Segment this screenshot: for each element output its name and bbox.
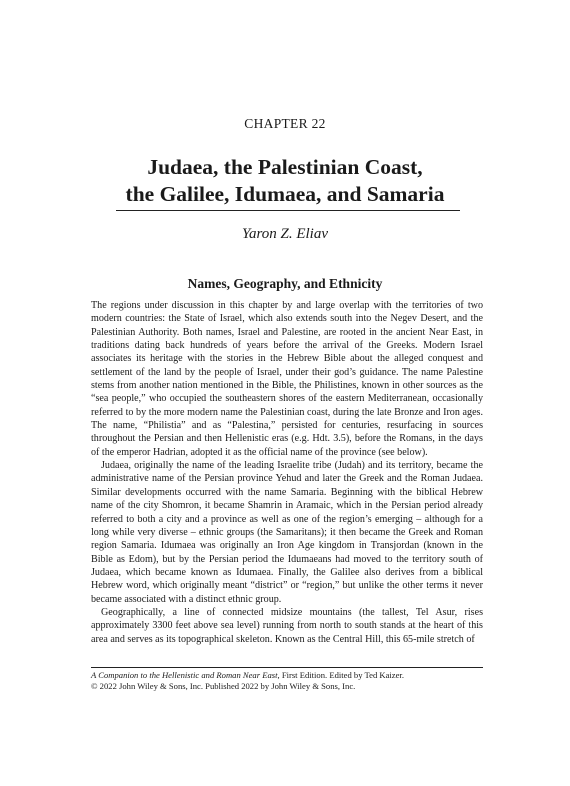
book-title: A Companion to the Hellenistic and Roman Near East [91,670,278,680]
footer-citation [91,670,483,681]
copyright-line: © 2022 John Wiley & Sons, Inc. Published 2022 by John Wiley & Sons, Inc. [91,681,356,691]
chapter-title-line-2: the Galilee, Idumaea, and Samaria [125,182,445,206]
footer-divider [91,667,483,668]
chapter-number: CHAPTER 22 [244,116,326,131]
paragraph-2: Judaea, originally the name of the leading Israelite tribe (Judah) and its territory, became the administrative name of the Persian province Yehud and later the Greek and the Roman Judaea. Similar developments occurred with the name Samaria. Beginning with the biblical Hebrew name of the city Shomron, it became Shamrin in Aramaic, which in the Persian period already referred to both a city and a province as well as one of the region’s emerging – although for a long while very diverse – ethnic groups (the Samaritans); it then became the Greek and Roman region Samaria. Idumaea was originally an Iron Age kingdom in Transjordan (known in the Bible as Edom), but by the Persian period the Idumaeans had moved to the territory south of Judaea, which became known as Idumaea. Finally, the Galilee also derives from a biblical Hebrew word, which originally meant “district” or “region,” but unlike the other terms it never became associated with a distinct ethnic group. [91,460,483,605]
chapter-author: Yaron Z. Eliav [242,226,328,242]
body-text [91,299,483,646]
paragraph-1: The regions under discussion in this chapter by and large overlap with the territories of two modern countries: the State of Israel, which also extends south into the Negev Desert, and the Palestinian Authority. Both names, Israel and Palestine, are rooted in the ancient Near East, in traditions dating back hundreds of years before the arrival of the Greeks. Modern Israel associates its heritage with the stories in the Hebrew Bible about the alleged conquest and settlement of the land by the people of Israel, under their god’s guidance. The name Palestine stems from another nation mentioned in the Bible, the Philistines, known in other sources as the “sea people,” who occupied the southeastern shores of the eastern Mediterranean, occasionally referred to by the more modern name the Palestinian coast, during the late Bronze and Iron ages. The name, “Philistia” and as “Palestina,” persisted for centuries, resurfacing in sources throughout the Persian and then Hellenistic eras (e.g. Hdt. 3.5), before the Romans, in the days of the emperor Hadrian, adopted it as the official name of the province (see below). [91,300,483,458]
title-divider [116,210,460,211]
footer-note [91,670,483,692]
chapter-title-line-1: Judaea, the Palestinian Coast, [147,155,423,179]
paragraph-3: Geographically, a line of connected midsize mountains (the tallest, Tel Asur, rises approximately 3300 feet above sea level) running from north to south stands at the heart of this area and serves as its topographical skeleton. Known as the Central Hill, this 65-mile stretch of [91,606,483,645]
edition-text: , First Edition. Edited by Ted Kaizer. [277,670,404,680]
section-heading: Names, Geography, and Ethnicity [187,276,383,291]
chapter-title [0,154,570,208]
